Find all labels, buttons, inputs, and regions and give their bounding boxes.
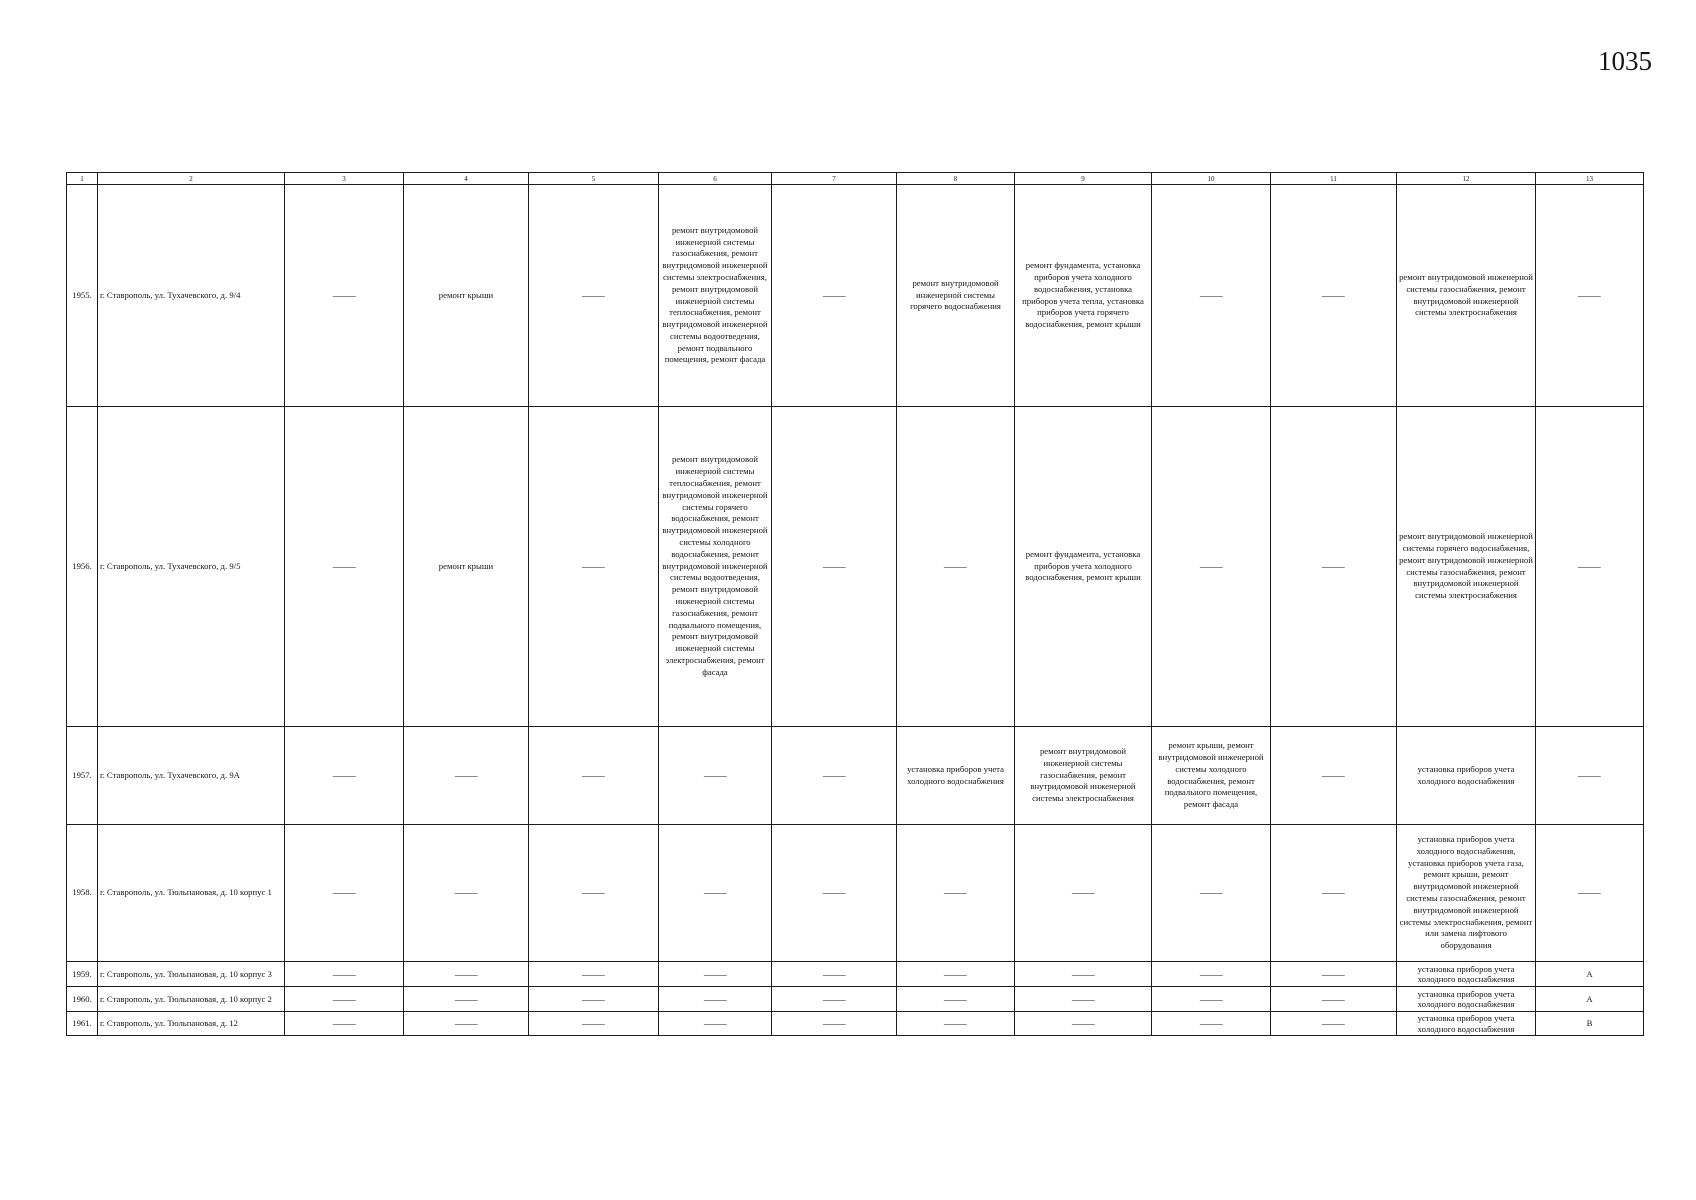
- empty-dash: —: [1322, 993, 1345, 1004]
- empty-dash: —: [1322, 968, 1345, 979]
- column-number-4: 4: [404, 173, 529, 185]
- table-cell-col-13: [1536, 1012, 1644, 1036]
- column-number-9: 9: [1015, 173, 1152, 185]
- empty-dash: —: [332, 968, 356, 979]
- table-row: [67, 962, 1644, 987]
- empty-dash: —: [1071, 993, 1095, 1004]
- table-cell-col-8: [897, 185, 1015, 407]
- table-cell-col-7: [772, 1012, 897, 1036]
- cell-text: А: [1586, 993, 1593, 1004]
- table-cell-col-4: [404, 825, 529, 962]
- column-number-8: 8: [897, 173, 1015, 185]
- empty-dash: —: [944, 1018, 967, 1029]
- row-number-cell: [67, 987, 98, 1012]
- table-row: [67, 185, 1644, 407]
- empty-dash: —: [582, 289, 605, 300]
- row-number-cell: [67, 727, 98, 825]
- empty-dash: —: [582, 887, 605, 898]
- table-cell-col-6: [659, 407, 772, 727]
- cell-text: ремонт фундамента, установка приборов учета холодного водоснабжения, ремонт крыши: [1025, 548, 1141, 583]
- table-cell-col-5: [529, 727, 659, 825]
- empty-dash: —: [454, 1018, 478, 1029]
- column-number-5: 5: [529, 173, 659, 185]
- cell-text: г. Ставрополь, ул. Тухачевского, д. 9/5: [100, 560, 241, 571]
- empty-dash: —: [1322, 769, 1345, 780]
- empty-dash: —: [944, 887, 967, 898]
- empty-dash: —: [582, 968, 605, 979]
- empty-dash: —: [582, 1018, 605, 1029]
- table-cell-col-3: [285, 962, 404, 987]
- table-cell-col-11: [1271, 407, 1397, 727]
- empty-dash: —: [1199, 968, 1223, 979]
- cell-text: г. Ставрополь, ул. Тюльпановая, д. 10 корпус 1: [100, 887, 272, 898]
- empty-dash: —: [332, 1018, 356, 1029]
- empty-dash: —: [332, 769, 356, 780]
- address-cell: [98, 987, 285, 1012]
- empty-dash: —: [454, 887, 478, 898]
- cell-text: А: [1586, 968, 1593, 979]
- cell-text: 1957.: [72, 769, 92, 780]
- table-cell-col-11: [1271, 727, 1397, 825]
- table-row: [67, 825, 1644, 962]
- table-cell-col-12: [1397, 1012, 1536, 1036]
- cell-text: ремонт крыши: [438, 289, 494, 300]
- empty-dash: —: [822, 993, 846, 1004]
- cell-text: В: [1586, 1018, 1593, 1029]
- empty-dash: —: [1578, 560, 1601, 571]
- row-number-cell: [67, 825, 98, 962]
- column-number-6: 6: [659, 173, 772, 185]
- row-number-cell: [67, 185, 98, 407]
- empty-dash: —: [1322, 1018, 1345, 1029]
- cell-text: г. Ставрополь, ул. Тюльпановая, д. 10 корпус 3: [100, 968, 272, 979]
- table-cell-col-9: [1015, 825, 1152, 962]
- cell-text: ремонт внутридомовой инженерной системы теплоснабжения, ремонт внутридомовой инженерной системы горячего водоснабжения, ремонт внутридомовой инженерной системы холодного водоснабжения, ремонт внутридомовой инженерной системы водоотведения, ремонт внутридомовой инженерной системы газоснабжения, ремонт подвального помещения, ремонт внутридомовой инженерной системы электроснабжения, ремонт фасада: [662, 454, 768, 677]
- empty-dash: —: [944, 993, 967, 1004]
- column-number-11: 11: [1271, 173, 1397, 185]
- table-cell-col-6: [659, 825, 772, 962]
- table-cell-col-11: [1271, 987, 1397, 1012]
- table-cell-col-5: [529, 962, 659, 987]
- table-cell-col-7: [772, 987, 897, 1012]
- table-cell-col-11: [1271, 825, 1397, 962]
- table-cell-col-4: [404, 1012, 529, 1036]
- cell-text: ремонт внутридомовой инженерной системы газоснабжения, ремонт внутридомовой инженерной системы электроснабжения: [1399, 271, 1533, 318]
- empty-dash: —: [1199, 560, 1223, 571]
- table-cell-col-9: [1015, 1012, 1152, 1036]
- table-cell-col-9: [1015, 727, 1152, 825]
- table-cell-col-6: [659, 185, 772, 407]
- table-cell-col-3: [285, 727, 404, 825]
- empty-dash: —: [703, 1018, 727, 1029]
- table-row: [67, 1012, 1644, 1036]
- empty-dash: —: [1071, 887, 1095, 898]
- cell-text: г. Ставрополь, ул. Тухачевского, д. 9/4: [100, 289, 241, 300]
- cell-text: ремонт внутридомовой инженерной системы горячего водоснабжения: [910, 277, 1001, 312]
- empty-dash: —: [582, 560, 605, 571]
- table-cell-col-5: [529, 185, 659, 407]
- address-cell: [98, 727, 285, 825]
- cell-text: ремонт крыши, ремонт внутридомовой инженерной системы холодного водоснабжения, ремонт подвального помещения, ремонт фасада: [1158, 740, 1264, 810]
- table-cell-col-6: [659, 987, 772, 1012]
- table-cell-col-3: [285, 987, 404, 1012]
- empty-dash: —: [703, 887, 727, 898]
- cell-text: ремонт внутридомовой инженерной системы газоснабжения, ремонт внутридомовой инженерной системы электроснабжения: [1030, 746, 1136, 804]
- empty-dash: —: [1199, 289, 1223, 300]
- empty-dash: —: [582, 993, 605, 1004]
- table-cell-col-9: [1015, 962, 1152, 987]
- cell-text: г. Ставрополь, ул. Тюльпановая, д. 10 корпус 2: [100, 993, 272, 1004]
- cell-text: 1961.: [72, 1018, 92, 1029]
- column-number-12: 12: [1397, 173, 1536, 185]
- empty-dash: —: [1071, 1018, 1095, 1029]
- cell-text: установка приборов учета холодного водоснабжения: [1417, 988, 1515, 1009]
- table-cell-col-11: [1271, 185, 1397, 407]
- table-cell-col-8: [897, 1012, 1015, 1036]
- table-cell-col-3: [285, 1012, 404, 1036]
- empty-dash: —: [703, 769, 727, 780]
- cell-text: 1955.: [72, 289, 92, 300]
- table-row: [67, 727, 1644, 825]
- cell-text: ремонт внутридомовой инженерной системы газоснабжения, ремонт внутридомовой инженерной системы электроснабжения, ремонт внутридомовой инженерной системы теплоснабжения, ремонт внутридомовой инженерной системы водоотведения, ремонт подвального помещения, ремонт фасада: [662, 224, 768, 365]
- empty-dash: —: [1199, 887, 1223, 898]
- table-cell-col-10: [1152, 727, 1271, 825]
- table-cell-col-6: [659, 962, 772, 987]
- table-cell-col-9: [1015, 987, 1152, 1012]
- empty-dash: —: [703, 968, 727, 979]
- table-cell-col-5: [529, 987, 659, 1012]
- empty-dash: —: [1199, 1018, 1223, 1029]
- table-cell-col-12: [1397, 987, 1536, 1012]
- table-cell-col-13: [1536, 727, 1644, 825]
- table-cell-col-4: [404, 727, 529, 825]
- empty-dash: —: [332, 993, 356, 1004]
- column-number-7: 7: [772, 173, 897, 185]
- address-cell: [98, 185, 285, 407]
- empty-dash: —: [1322, 560, 1345, 571]
- table-cell-col-5: [529, 825, 659, 962]
- table-cell-col-3: [285, 825, 404, 962]
- column-number-1: 1: [67, 173, 98, 185]
- table-cell-col-3: [285, 407, 404, 727]
- empty-dash: —: [822, 968, 846, 979]
- cell-text: установка приборов учета холодного водоснабжения: [1417, 1013, 1515, 1034]
- row-number-cell: [67, 1012, 98, 1036]
- cell-text: 1960.: [72, 993, 92, 1004]
- empty-dash: —: [1199, 993, 1223, 1004]
- table-cell-col-8: [897, 825, 1015, 962]
- cell-text: 1959.: [72, 968, 92, 979]
- cell-text: 1956.: [72, 560, 92, 571]
- cell-text: ремонт внутридомовой инженерной системы горячего водоснабжения, ремонт внутридомовой инженерной системы газоснабжения, ремонт внутридомовой инженерной системы электроснабжения: [1399, 531, 1533, 601]
- empty-dash: —: [454, 968, 478, 979]
- table-cell-col-4: [404, 987, 529, 1012]
- cell-text: 1958.: [72, 887, 92, 898]
- table-cell-col-4: [404, 407, 529, 727]
- empty-dash: —: [1322, 887, 1345, 898]
- empty-dash: —: [454, 993, 478, 1004]
- page-number: 1035: [1598, 46, 1652, 76]
- table-cell-col-12: [1397, 962, 1536, 987]
- empty-dash: —: [822, 1018, 846, 1029]
- repair-program-table: [66, 172, 1644, 1036]
- table-cell-col-4: [404, 185, 529, 407]
- table-cell-col-3: [285, 185, 404, 407]
- table-cell-col-10: [1152, 1012, 1271, 1036]
- table-cell-col-12: [1397, 407, 1536, 727]
- empty-dash: —: [822, 289, 846, 300]
- table-cell-col-9: [1015, 407, 1152, 727]
- empty-dash: —: [1322, 289, 1345, 300]
- empty-dash: —: [703, 993, 727, 1004]
- table-body: [67, 185, 1644, 1036]
- table-cell-col-12: [1397, 825, 1536, 962]
- empty-dash: —: [1578, 289, 1601, 300]
- table-cell-col-10: [1152, 185, 1271, 407]
- table-cell-col-13: [1536, 962, 1644, 987]
- empty-dash: —: [1071, 968, 1095, 979]
- cell-text: установка приборов учета холодного водоснабжения: [1417, 963, 1515, 984]
- table-cell-col-7: [772, 407, 897, 727]
- table-cell-col-8: [897, 962, 1015, 987]
- table-cell-col-13: [1536, 407, 1644, 727]
- cell-text: г. Ставрополь, ул. Тюльпановая, д. 12: [100, 1018, 238, 1029]
- table-header-row: [67, 173, 1644, 185]
- cell-text: установка приборов учета холодного водоснабжения, установка приборов учета газа, ремонт крыши, ремонт внутридомовой инженерной системы газоснабжения, ремонт внутридомовой инженерной системы электроснабжения, ремонт или замена лифтового оборудования: [1399, 834, 1533, 951]
- table-cell-col-9: [1015, 185, 1152, 407]
- table-cell-col-7: [772, 962, 897, 987]
- table-cell-col-13: [1536, 185, 1644, 407]
- address-cell: [98, 825, 285, 962]
- cell-text: ремонт крыши: [438, 560, 494, 571]
- table-header: [67, 173, 1644, 185]
- empty-dash: —: [822, 769, 846, 780]
- empty-dash: —: [582, 769, 605, 780]
- column-number-2: 2: [98, 173, 285, 185]
- column-number-10: 10: [1152, 173, 1271, 185]
- table-cell-col-6: [659, 727, 772, 825]
- address-cell: [98, 962, 285, 987]
- table-cell-col-11: [1271, 1012, 1397, 1036]
- empty-dash: —: [332, 289, 356, 300]
- cell-text: установка приборов учета холодного водоснабжения: [907, 763, 1004, 786]
- empty-dash: —: [822, 560, 846, 571]
- table-cell-col-10: [1152, 407, 1271, 727]
- table-cell-col-13: [1536, 825, 1644, 962]
- column-number-13: 13: [1536, 173, 1644, 185]
- empty-dash: —: [454, 769, 478, 780]
- empty-dash: —: [1578, 887, 1601, 898]
- table-cell-col-4: [404, 962, 529, 987]
- empty-dash: —: [944, 560, 967, 571]
- empty-dash: —: [332, 560, 356, 571]
- table-cell-col-7: [772, 727, 897, 825]
- table-cell-col-13: [1536, 987, 1644, 1012]
- table-cell-col-5: [529, 407, 659, 727]
- table-row: [67, 407, 1644, 727]
- table-cell-col-11: [1271, 962, 1397, 987]
- table-row: [67, 987, 1644, 1012]
- cell-text: ремонт фундамента, установка приборов учета холодного водоснабжения, установка приборов учета тепла, установка приборов учета горячего водоснабжения, ремонт крыши: [1022, 260, 1144, 330]
- table-cell-col-12: [1397, 727, 1536, 825]
- row-number-cell: [67, 407, 98, 727]
- table-cell-col-7: [772, 185, 897, 407]
- address-cell: [98, 407, 285, 727]
- column-number-3: 3: [285, 173, 404, 185]
- empty-dash: —: [944, 968, 967, 979]
- table-cell-col-8: [897, 727, 1015, 825]
- table-cell-col-7: [772, 825, 897, 962]
- empty-dash: —: [332, 887, 356, 898]
- empty-dash: —: [1578, 769, 1601, 780]
- empty-dash: —: [822, 887, 846, 898]
- table-cell-col-8: [897, 407, 1015, 727]
- table-cell-col-10: [1152, 825, 1271, 962]
- row-number-cell: [67, 962, 98, 987]
- table-cell-col-6: [659, 1012, 772, 1036]
- address-cell: [98, 1012, 285, 1036]
- table-cell-col-10: [1152, 962, 1271, 987]
- cell-text: установка приборов учета холодного водоснабжения: [1417, 763, 1515, 786]
- table-cell-col-8: [897, 987, 1015, 1012]
- cell-text: г. Ставрополь, ул. Тухачевского, д. 9А: [100, 769, 240, 780]
- table-cell-col-10: [1152, 987, 1271, 1012]
- table-cell-col-12: [1397, 185, 1536, 407]
- table-cell-col-5: [529, 1012, 659, 1036]
